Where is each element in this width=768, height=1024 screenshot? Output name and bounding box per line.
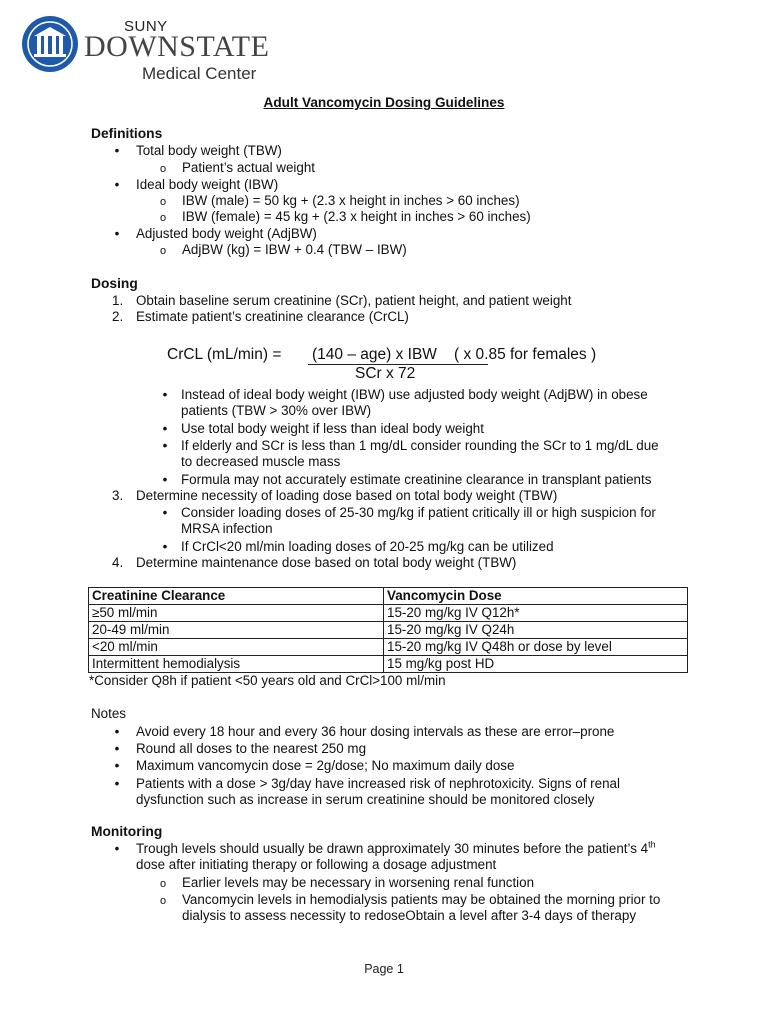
bullet-icon: • — [162, 387, 168, 402]
step-number: 2. — [112, 309, 124, 324]
formula-denominator: SCr x 72 — [355, 365, 416, 382]
note-1: Avoid every 18 hour and every 36 hour dosing intervals as these are error–prone — [136, 724, 615, 739]
definition-adjbw: Adjusted body weight (AdjBW) — [136, 226, 317, 241]
table-header-dose: Vancomycin Dose — [384, 588, 688, 605]
circle-bullet-icon: o — [160, 245, 167, 257]
dosing-heading: Dosing — [91, 276, 138, 291]
loading-note-1-line-1: Consider loading doses of 25-30 mg/kg if patient critically ill or high suspicion for — [181, 505, 656, 520]
monitoring-1-line-1 — [136, 841, 656, 857]
formula-female-factor: ( x 0.85 for females ) — [454, 346, 597, 363]
table-header-row — [89, 588, 688, 605]
table-header-crcl: Creatinine Clearance — [89, 588, 384, 605]
dosing-step-2: Estimate patient’s creatinine clearance (CrCL) — [136, 309, 409, 324]
table-row — [89, 639, 688, 656]
definition-ibw-male: IBW (male) = 50 kg + (2.3 x height in inches > 60 inches) — [182, 193, 520, 208]
table-cell: Intermittent hemodialysis — [89, 656, 384, 673]
university-seal-icon — [20, 14, 80, 74]
note-4-line-2: dysfunction such as increase in serum creatinine should be monitored closely — [136, 792, 595, 807]
bullet-icon: • — [162, 421, 168, 436]
bullet-icon: • — [162, 472, 168, 487]
bullet-icon: • — [162, 539, 168, 554]
definition-adjbw-formula: AdjBW (kg) = IBW + 0.4 (TBW – IBW) — [182, 242, 407, 257]
bullet-icon: • — [114, 841, 120, 856]
bullet-icon: • — [114, 177, 120, 192]
table-cell: 15-20 mg/kg IV Q12h* — [384, 605, 688, 622]
note-4-line-1: Patients with a dose > 3g/day have increased risk of nephrotoxicity. Signs of renal — [136, 776, 620, 791]
dosing-step-4: Determine maintenance dose based on total body weight (TBW) — [136, 555, 517, 570]
step-number: 1. — [112, 293, 124, 308]
definition-ibw-female: IBW (female) = 45 kg + (2.3 x height in inches > 60 inches) — [182, 209, 531, 224]
definition-tbw-detail: Patient’s actual weight — [182, 160, 315, 175]
circle-bullet-icon: o — [160, 895, 167, 907]
definitions-heading: Definitions — [91, 126, 163, 141]
bullet-icon: • — [162, 438, 168, 453]
definition-tbw: Total body weight (TBW) — [136, 143, 282, 158]
page-number: Page 1 — [364, 962, 404, 976]
table-cell: <20 ml/min — [89, 639, 384, 656]
crcl-formula — [167, 344, 627, 386]
definition-ibw: Ideal body weight (IBW) — [136, 177, 279, 192]
table-row — [89, 656, 688, 673]
dosing-note-1-line-1: Instead of ideal body weight (IBW) use adjusted body weight (AdjBW) in obese — [181, 387, 648, 402]
step-number: 3. — [112, 488, 124, 503]
monitoring-1-line-2: dose after initiating therapy or following a dosage adjustment — [136, 857, 497, 872]
table-cell: 15-20 mg/kg IV Q48h or dose by level — [384, 639, 688, 656]
dosing-note-4: Formula may not accurately estimate creatinine clearance in transplant patients — [181, 472, 652, 487]
logo-medical-center-text: Medical Center — [142, 64, 257, 83]
dosing-table — [88, 587, 688, 673]
suny-downstate-logo — [20, 14, 270, 84]
circle-bullet-icon: o — [160, 163, 167, 175]
table-row — [89, 605, 688, 622]
bullet-icon: • — [162, 505, 168, 520]
bullet-icon: • — [114, 776, 120, 791]
dosing-note-2: Use total body weight if less than ideal body weight — [181, 421, 484, 436]
bullet-icon: • — [114, 724, 120, 739]
dosing-note-3-line-1: If elderly and SCr is less than 1 mg/dL consider rounding the SCr to 1 mg/dL due — [181, 438, 659, 453]
circle-bullet-icon: o — [160, 196, 167, 208]
dosing-step-1: Obtain baseline serum creatinine (SCr), patient height, and patient weight — [136, 293, 572, 308]
document-title: Adult Vancomycin Dosing Guidelines — [263, 95, 505, 110]
circle-bullet-icon: o — [160, 212, 167, 224]
monitoring-heading: Monitoring — [91, 824, 163, 839]
formula-numerator: (140 – age) x IBW — [312, 346, 437, 363]
table-footnote: *Consider Q8h if patient <50 years old and CrCl>100 ml/min — [89, 673, 446, 688]
table-cell: 15-20 mg/kg IV Q24h — [384, 622, 688, 639]
notes-heading: Notes — [91, 706, 126, 721]
monitoring-1b-line-2: dialysis to assess necessity to redoseObtain a level after 3-4 days of therapy — [182, 908, 637, 923]
note-2: Round all doses to the nearest 250 mg — [136, 741, 367, 756]
loading-note-1-line-2: MRSA infection — [181, 521, 273, 536]
bullet-icon: • — [114, 758, 120, 773]
logo-suny-text: SUNY — [124, 18, 168, 35]
bullet-icon: • — [114, 226, 120, 241]
bullet-icon: • — [114, 143, 120, 158]
step-number: 4. — [112, 555, 124, 570]
table-cell: 20-49 ml/min — [89, 622, 384, 639]
formula-lhs: CrCL (mL/min) = — [167, 346, 282, 363]
monitoring-1b-line-1: Vancomycin levels in hemodialysis patients may be obtained the morning prior to — [182, 892, 661, 907]
table-cell: ≥50 ml/min — [89, 605, 384, 622]
table-row — [89, 622, 688, 639]
monitoring-1a: Earlier levels may be necessary in worsening renal function — [182, 875, 535, 890]
dosing-step-3: Determine necessity of loading dose based on total body weight (TBW) — [136, 488, 558, 503]
monitoring-1-text: Trough levels should usually be drawn approximately 30 minutes before the patient’s 4 — [136, 841, 649, 856]
superscript-th: th — [648, 839, 656, 850]
loading-note-2: If CrCl<20 ml/min loading doses of 20-25 mg/kg can be utilized — [181, 539, 554, 554]
circle-bullet-icon: o — [160, 878, 167, 890]
dosing-note-1-line-2: patients (TBW > 30% over IBW) — [181, 403, 372, 418]
table-cell: 15 mg/kg post HD — [384, 656, 688, 673]
dosing-note-3-line-2: to decreased muscle mass — [181, 454, 341, 469]
note-3: Maximum vancomycin dose = 2g/dose; No maximum daily dose — [136, 758, 515, 773]
logo-downstate-text: DOWNSTATE — [84, 30, 270, 63]
bullet-icon: • — [114, 741, 120, 756]
